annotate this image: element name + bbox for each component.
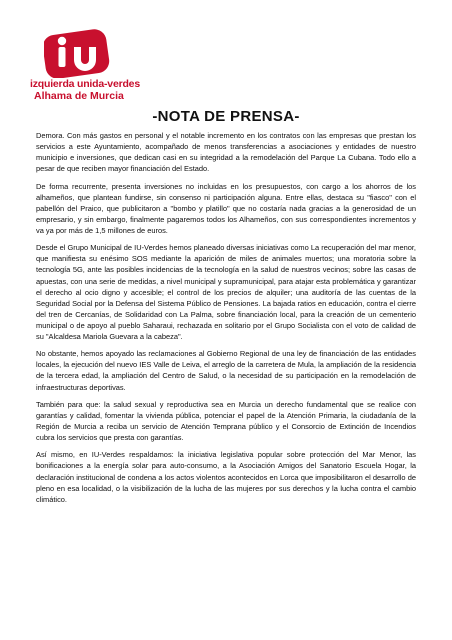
paragraph: También para que: la salud sexual y reproductiva sea en Murcia un derecho fundamental que se realice con garantías y calidad, fomentar la vivienda pública, potenciar el papel de la Atención Primaria, la ciudadanía de la Región de Murcia a reciba un servicio de Atención Temprana público y el Consorcio de Extinción de Incendios cubra los servicios que presta con garantías. bbox=[36, 399, 416, 443]
paragraph: No obstante, hemos apoyado las reclamaciones al Gobierno Regional de una ley de financiación de las entidades locales, la ejecución del nuevo IES Valle de Leiva, el arreglo de la carretera de Mula, la ampliación de la residencia de la tercera edad, la ampliación del Centro de Salud, o la necesidad de su participación en la remodelación de infraestructuras deportivas. bbox=[36, 349, 416, 392]
document-body bbox=[36, 130, 416, 511]
paragraph: De forma recurrente, presenta inversiones no incluidas en los presupuestos, con cargo a los ahorros de los alhameños, que plantean fundirse, sin consenso ni participación alguna. Entre ellas, destaca su "fiasco" con el pabellón del Praico, que publicitaron a "bombo y platillo" que no costaría nada gracias a la generosidad de un empresario, y sin embargo, finalmente pagaremos todos los Alhameños, con sus correspondientes incrementos y va ya por más de 1,5 millones de euros. bbox=[36, 181, 416, 235]
iu-logo-icon bbox=[44, 26, 110, 78]
paragraph: Así mismo, en IU-Verdes respaldamos: la iniciativa legislativa popular sobre protección del Mar Menor, las bonificaciones a la energía solar para auto-consumo, a la Asociación Amigos del Sanatorio Escuela Hogar, la declaración institucional de condena a los actos violentos acontecidos en Lorca que imposibilitaron el desarrollo de pleno en esa localidad, o la visibilización de la lucha de las mujeres por sus derechos y la lucha contra el cambio climático. bbox=[36, 450, 416, 504]
page-title: -NOTA DE PRENSA- bbox=[152, 108, 300, 125]
paragraph: Demora. Con más gastos en personal y el notable incremento en los contratos con las empresas que prestan los servicios a este Ayuntamiento, acompañado de menos transferencias a asociaciones y entidades de nuestro municipio e inversiones, que dedican casi en su integridad a la remodelación del Parque La Cubana. Todo ello a pesar de que reciben mayor financiación del Estado. bbox=[36, 131, 416, 174]
logo-line1: izquierda unida-verdes bbox=[30, 78, 140, 90]
logo-line2: Alhama de Murcia bbox=[34, 90, 124, 102]
paragraph: Desde el Grupo Municipal de IU-Verdes hemos planeado diversas iniciativas como La recuperación del mar menor, que manifiesta su enésimo SOS mediante la aparición de miles de animales muertos; una moratoria sobre la tecnología 5G, ante las posibles incidencias de la tecnología en la salud de nuestros vecinos; sobre las casas de apuestas, con una serie de medidas, a nivel municipal y supramunicipal, para atajar esta problemática y garantizar el derecho al ocio digno y accesible; el control de los precios de alquiler; una auditoría de las cuentas de la Seguridad Social por la Defensa del Sistema Público de Pensiones. La bajada ratios en educación, contra el cierre del tren de Cercanías, de Solidaridad con La Palma, sobre financiación local, para la creación de un cementerio municipal o de apoyo al pueblo Saharaui, rechazada en solitario por el Grupo Socialista con el voto de calidad de su "Alcaldesa Mariola Guevara a la cabeza". bbox=[36, 243, 416, 341]
